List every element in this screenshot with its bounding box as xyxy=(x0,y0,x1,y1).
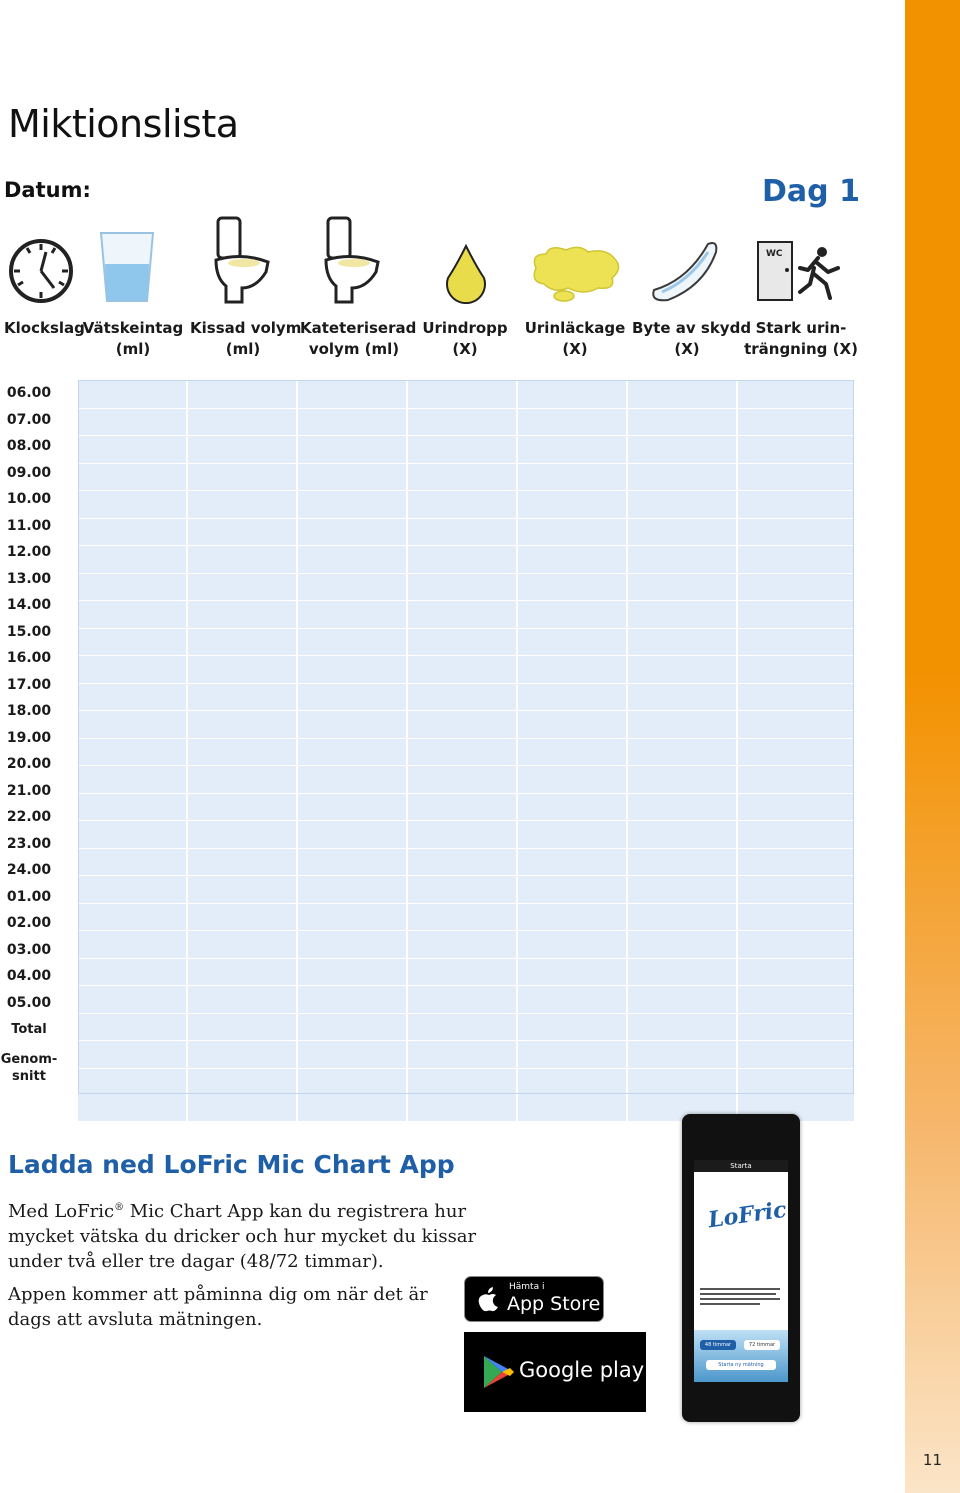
table-cell[interactable] xyxy=(408,464,518,491)
row-label: 22.00 xyxy=(6,809,52,825)
table-cell[interactable] xyxy=(78,436,188,463)
table-row xyxy=(78,684,854,712)
table-cell[interactable] xyxy=(78,739,188,766)
table-cell[interactable] xyxy=(628,766,738,793)
table-cell[interactable] xyxy=(78,986,188,1013)
google-play-icon xyxy=(482,1354,514,1390)
table-cell[interactable] xyxy=(298,519,408,546)
table-cell[interactable] xyxy=(628,491,738,518)
row-label: 13.00 xyxy=(6,570,52,587)
row-label: 09.00 xyxy=(6,464,52,481)
table-cell[interactable] xyxy=(628,1069,738,1121)
table-row xyxy=(78,409,854,437)
phone-header-text: Starta xyxy=(730,1162,752,1170)
table-cell[interactable] xyxy=(408,1014,518,1041)
table-cell[interactable] xyxy=(78,931,188,958)
table-row xyxy=(78,519,854,547)
column-header-urine-drop: Urindropp (X) xyxy=(422,319,508,358)
table-cell[interactable] xyxy=(298,959,408,986)
table-cell[interactable] xyxy=(408,574,518,601)
row-label: 17.00 xyxy=(6,676,52,693)
table-cell[interactable] xyxy=(188,656,298,683)
table-cell[interactable] xyxy=(518,1041,628,1068)
table-row xyxy=(78,1014,854,1042)
table-cell[interactable] xyxy=(188,519,298,546)
table-cell[interactable] xyxy=(78,519,188,546)
table-cell[interactable] xyxy=(738,1014,854,1041)
table-cell[interactable] xyxy=(298,1014,408,1041)
table-cell[interactable] xyxy=(408,986,518,1013)
table-cell[interactable] xyxy=(628,519,738,546)
table-cell[interactable] xyxy=(738,629,854,656)
table-cell[interactable] xyxy=(298,436,408,463)
column-header-catheter-volume: Kateteriserad volym (ml) xyxy=(300,319,417,358)
row-label: 04.00 xyxy=(6,968,52,984)
app-store-big-text: App Store xyxy=(507,1293,601,1315)
table-cell[interactable] xyxy=(78,629,188,656)
column-header-urine-leak: Urinläckage (X) xyxy=(524,319,626,358)
table-cell[interactable] xyxy=(518,546,628,573)
row-label: 07.00 xyxy=(6,411,52,428)
table-row xyxy=(78,574,854,602)
table-cell[interactable] xyxy=(738,739,854,766)
table-row xyxy=(78,876,854,904)
row-label: 06.00 xyxy=(6,385,52,401)
table-cell[interactable] xyxy=(298,986,408,1013)
table-cell[interactable] xyxy=(738,491,854,518)
table-cell[interactable] xyxy=(188,1014,298,1041)
table-row xyxy=(78,436,854,464)
table-cell[interactable] xyxy=(78,821,188,848)
table-cell[interactable] xyxy=(738,794,854,821)
table-cell[interactable] xyxy=(738,1041,854,1068)
table-cell[interactable] xyxy=(298,711,408,738)
table-cell[interactable] xyxy=(78,491,188,518)
clock-icon xyxy=(8,238,74,304)
table-cell[interactable] xyxy=(408,794,518,821)
table-cell[interactable] xyxy=(188,766,298,793)
table-cell[interactable] xyxy=(738,849,854,876)
log-grid xyxy=(78,380,854,1122)
table-cell[interactable] xyxy=(518,959,628,986)
table-cell[interactable] xyxy=(628,959,738,986)
table-cell[interactable] xyxy=(78,959,188,986)
table-cell[interactable] xyxy=(188,491,298,518)
apple-icon xyxy=(477,1285,501,1313)
table-cell[interactable] xyxy=(408,684,518,711)
table-cell[interactable] xyxy=(628,849,738,876)
table-cell[interactable] xyxy=(408,601,518,628)
table-cell[interactable] xyxy=(518,849,628,876)
table-row xyxy=(78,656,854,684)
table-cell[interactable] xyxy=(628,629,738,656)
wc-urgency-icon xyxy=(756,240,846,304)
toilet-catheter-icon xyxy=(322,216,382,304)
row-label-total: Total xyxy=(11,1022,47,1037)
table-row xyxy=(78,601,854,629)
row-label: 19.00 xyxy=(6,729,52,746)
table-cell[interactable] xyxy=(628,601,738,628)
table-cell[interactable] xyxy=(738,684,854,711)
table-cell[interactable] xyxy=(738,574,854,601)
table-cell[interactable] xyxy=(518,601,628,628)
table-cell[interactable] xyxy=(298,794,408,821)
table-cell[interactable] xyxy=(738,464,854,491)
table-cell[interactable] xyxy=(408,1069,518,1121)
table-cell[interactable] xyxy=(188,684,298,711)
table-cell[interactable] xyxy=(188,794,298,821)
page-number: 11 xyxy=(922,1451,942,1469)
table-cell[interactable] xyxy=(188,904,298,931)
app-store-badge[interactable] xyxy=(464,1276,604,1322)
table-cell[interactable] xyxy=(78,1014,188,1041)
table-cell[interactable] xyxy=(188,1069,298,1121)
table-cell[interactable] xyxy=(628,821,738,848)
table-cell[interactable] xyxy=(628,574,738,601)
table-cell[interactable] xyxy=(408,629,518,656)
table-cell[interactable] xyxy=(628,904,738,931)
promo-title: Ladda ned LoFric Mic Chart App xyxy=(8,1150,455,1179)
table-row xyxy=(78,766,854,794)
table-cell[interactable] xyxy=(738,656,854,683)
table-cell[interactable] xyxy=(78,546,188,573)
table-cell[interactable] xyxy=(738,601,854,628)
row-label: 01.00 xyxy=(6,888,52,905)
table-cell[interactable] xyxy=(298,546,408,573)
table-cell[interactable] xyxy=(298,876,408,903)
table-cell[interactable] xyxy=(78,1041,188,1068)
row-label: 11.00 xyxy=(6,517,52,534)
phone-screen xyxy=(694,1160,788,1382)
row-label: 03.00 xyxy=(6,941,52,958)
table-cell[interactable] xyxy=(738,821,854,848)
table-cell[interactable] xyxy=(628,436,738,463)
table-cell[interactable] xyxy=(408,876,518,903)
table-cell[interactable] xyxy=(628,739,738,766)
table-cell[interactable] xyxy=(298,381,408,408)
google-play-badge[interactable] xyxy=(464,1332,646,1412)
table-cell[interactable] xyxy=(298,849,408,876)
column-header-urgency: Stark urin- trängning (X) xyxy=(744,319,858,358)
table-cell[interactable] xyxy=(738,904,854,931)
table-cell[interactable] xyxy=(518,684,628,711)
table-row xyxy=(78,546,854,574)
table-cell[interactable] xyxy=(518,821,628,848)
table-cell[interactable] xyxy=(628,711,738,738)
table-cell[interactable] xyxy=(408,381,518,408)
row-label: 10.00 xyxy=(6,491,52,507)
table-cell[interactable] xyxy=(188,629,298,656)
table-cell[interactable] xyxy=(78,794,188,821)
water-glass-icon xyxy=(98,230,156,304)
table-row xyxy=(78,931,854,959)
row-labels xyxy=(0,380,78,1095)
pad-icon xyxy=(648,240,720,304)
google-play-text: Google play xyxy=(519,1358,645,1382)
table-cell[interactable] xyxy=(738,931,854,958)
table-cell[interactable] xyxy=(188,849,298,876)
table-cell[interactable] xyxy=(738,959,854,986)
table-cell[interactable] xyxy=(78,656,188,683)
table-row xyxy=(78,959,854,987)
table-cell[interactable] xyxy=(188,546,298,573)
table-cell[interactable] xyxy=(518,464,628,491)
table-cell[interactable] xyxy=(518,629,628,656)
table-cell[interactable] xyxy=(408,821,518,848)
table-cell[interactable] xyxy=(518,1069,628,1121)
table-cell[interactable] xyxy=(298,904,408,931)
table-row xyxy=(78,904,854,932)
table-cell[interactable] xyxy=(738,711,854,738)
table-cell[interactable] xyxy=(628,656,738,683)
table-cell[interactable] xyxy=(298,629,408,656)
column-header-fluid-intake: Vätskeintag (ml) xyxy=(82,319,184,358)
table-cell[interactable] xyxy=(408,491,518,518)
table-cell[interactable] xyxy=(298,821,408,848)
row-label: 02.00 xyxy=(6,915,52,931)
table-cell[interactable] xyxy=(628,409,738,436)
table-cell[interactable] xyxy=(188,601,298,628)
table-cell[interactable] xyxy=(78,876,188,903)
table-cell[interactable] xyxy=(738,519,854,546)
table-cell[interactable] xyxy=(188,931,298,958)
table-cell[interactable] xyxy=(188,711,298,738)
table-row xyxy=(78,794,854,822)
table-cell[interactable] xyxy=(298,409,408,436)
table-cell[interactable] xyxy=(78,601,188,628)
row-label: 12.00 xyxy=(6,544,52,560)
table-cell[interactable] xyxy=(628,1041,738,1068)
table-cell[interactable] xyxy=(738,1069,854,1121)
column-header-voided-volume: Kissad volym (ml) xyxy=(190,319,302,358)
table-row xyxy=(78,491,854,519)
table-cell[interactable] xyxy=(408,959,518,986)
table-cell[interactable] xyxy=(518,574,628,601)
table-cell[interactable] xyxy=(738,876,854,903)
table-cell[interactable] xyxy=(298,684,408,711)
table-cell[interactable] xyxy=(518,876,628,903)
table-cell[interactable] xyxy=(78,574,188,601)
orange-side-bar xyxy=(905,0,960,1493)
table-cell[interactable] xyxy=(518,1014,628,1041)
table-row xyxy=(78,986,854,1014)
row-label: 18.00 xyxy=(6,703,52,719)
table-cell[interactable] xyxy=(78,904,188,931)
row-label: 16.00 xyxy=(6,650,52,666)
table-cell[interactable] xyxy=(298,1041,408,1068)
table-cell[interactable] xyxy=(628,464,738,491)
row-label: 23.00 xyxy=(6,835,52,852)
table-cell[interactable] xyxy=(188,436,298,463)
table-cell[interactable] xyxy=(408,766,518,793)
table-cell[interactable] xyxy=(408,1041,518,1068)
table-cell[interactable] xyxy=(408,711,518,738)
table-row xyxy=(78,464,854,492)
phone-text-lines xyxy=(700,1288,782,1308)
table-cell[interactable] xyxy=(188,574,298,601)
table-cell[interactable] xyxy=(188,464,298,491)
row-label: 14.00 xyxy=(6,597,52,613)
table-cell[interactable] xyxy=(518,766,628,793)
column-header-pad-change: Byte av skydd (X) xyxy=(632,319,752,358)
table-cell[interactable] xyxy=(628,931,738,958)
app-store-small-text: Hämta i xyxy=(509,1282,545,1292)
row-label: 05.00 xyxy=(6,994,52,1011)
puddle-icon xyxy=(528,244,624,304)
table-cell[interactable] xyxy=(408,546,518,573)
promo-paragraph-2: Appen kommer att påminna dig om när det är dags att avsluta mätningen. xyxy=(8,1284,428,1330)
table-cell[interactable] xyxy=(738,381,854,408)
row-label: 08.00 xyxy=(6,438,52,454)
table-cell[interactable] xyxy=(518,519,628,546)
table-cell[interactable] xyxy=(78,766,188,793)
row-label-average: Genom- snitt xyxy=(0,1051,58,1084)
table-cell[interactable] xyxy=(738,409,854,436)
table-cell[interactable] xyxy=(518,711,628,738)
table-cell[interactable] xyxy=(78,684,188,711)
phone-mockup xyxy=(682,1114,800,1422)
table-cell[interactable] xyxy=(628,794,738,821)
table-row xyxy=(78,711,854,739)
phone-72h-button: 72 timmar xyxy=(744,1340,780,1350)
drop-icon xyxy=(444,244,488,304)
table-cell[interactable] xyxy=(518,491,628,518)
day-label: Dag 1 xyxy=(762,174,860,209)
column-header-time: Klockslag xyxy=(4,319,85,337)
wc-sign-text: WC xyxy=(766,249,783,259)
table-cell[interactable] xyxy=(188,821,298,848)
promo-paragraph-1: Med LoFric® Mic Chart App kan du registrera hur mycket vätska du dricker och hur mycket du kissar under två eller tre dagar (48/72 timmar). xyxy=(8,1201,477,1272)
row-label: 15.00 xyxy=(6,623,52,640)
row-label: 20.00 xyxy=(6,756,52,772)
table-cell[interactable] xyxy=(738,546,854,573)
table-cell[interactable] xyxy=(188,876,298,903)
table-cell[interactable] xyxy=(518,656,628,683)
table-cell[interactable] xyxy=(188,959,298,986)
table-cell[interactable] xyxy=(298,601,408,628)
table-cell[interactable] xyxy=(78,464,188,491)
table-cell[interactable] xyxy=(298,656,408,683)
table-row xyxy=(78,381,854,409)
table-cell[interactable] xyxy=(628,986,738,1013)
table-cell[interactable] xyxy=(298,931,408,958)
table-cell[interactable] xyxy=(518,931,628,958)
table-cell[interactable] xyxy=(188,409,298,436)
table-cell[interactable] xyxy=(518,409,628,436)
table-cell[interactable] xyxy=(628,1014,738,1041)
table-cell[interactable] xyxy=(628,381,738,408)
toilet-icon xyxy=(212,216,272,304)
table-cell[interactable] xyxy=(408,904,518,931)
table-cell[interactable] xyxy=(518,381,628,408)
table-cell[interactable] xyxy=(298,464,408,491)
table-cell[interactable] xyxy=(518,986,628,1013)
table-row xyxy=(78,821,854,849)
table-cell[interactable] xyxy=(298,766,408,793)
table-cell[interactable] xyxy=(628,684,738,711)
table-cell[interactable] xyxy=(298,739,408,766)
row-label: 24.00 xyxy=(6,862,52,878)
table-cell[interactable] xyxy=(78,849,188,876)
table-cell[interactable] xyxy=(408,739,518,766)
table-cell[interactable] xyxy=(408,849,518,876)
datum-label: Datum: xyxy=(4,178,91,202)
table-cell[interactable] xyxy=(188,1041,298,1068)
table-cell[interactable] xyxy=(518,739,628,766)
table-cell[interactable] xyxy=(408,656,518,683)
page-title: Miktionslista xyxy=(8,102,239,146)
table-row xyxy=(78,849,854,877)
table-cell[interactable] xyxy=(298,1069,408,1121)
table-cell[interactable] xyxy=(628,546,738,573)
table-cell[interactable] xyxy=(738,986,854,1013)
table-cell[interactable] xyxy=(628,876,738,903)
table-cell[interactable] xyxy=(188,381,298,408)
table-cell[interactable] xyxy=(78,711,188,738)
phone-water-image xyxy=(694,1330,788,1382)
table-cell[interactable] xyxy=(408,409,518,436)
table-cell[interactable] xyxy=(738,766,854,793)
table-cell[interactable] xyxy=(78,381,188,408)
row-label: 21.00 xyxy=(6,782,52,799)
phone-start-button: Starta ny mätning xyxy=(706,1360,776,1370)
table-row xyxy=(78,629,854,657)
table-cell[interactable] xyxy=(518,436,628,463)
table-cell[interactable] xyxy=(188,986,298,1013)
table-cell[interactable] xyxy=(408,931,518,958)
table-cell[interactable] xyxy=(518,794,628,821)
table-cell[interactable] xyxy=(188,739,298,766)
table-cell[interactable] xyxy=(518,904,628,931)
table-cell[interactable] xyxy=(78,409,188,436)
table-row xyxy=(78,1041,854,1069)
table-cell[interactable] xyxy=(408,436,518,463)
table-cell[interactable] xyxy=(298,574,408,601)
table-cell[interactable] xyxy=(738,436,854,463)
table-cell[interactable] xyxy=(298,491,408,518)
lofric-logo: LoFric xyxy=(706,1196,788,1234)
table-cell[interactable] xyxy=(78,1069,188,1121)
phone-48h-button: 48 timmar xyxy=(700,1340,736,1350)
table-row xyxy=(78,739,854,767)
table-cell[interactable] xyxy=(408,519,518,546)
